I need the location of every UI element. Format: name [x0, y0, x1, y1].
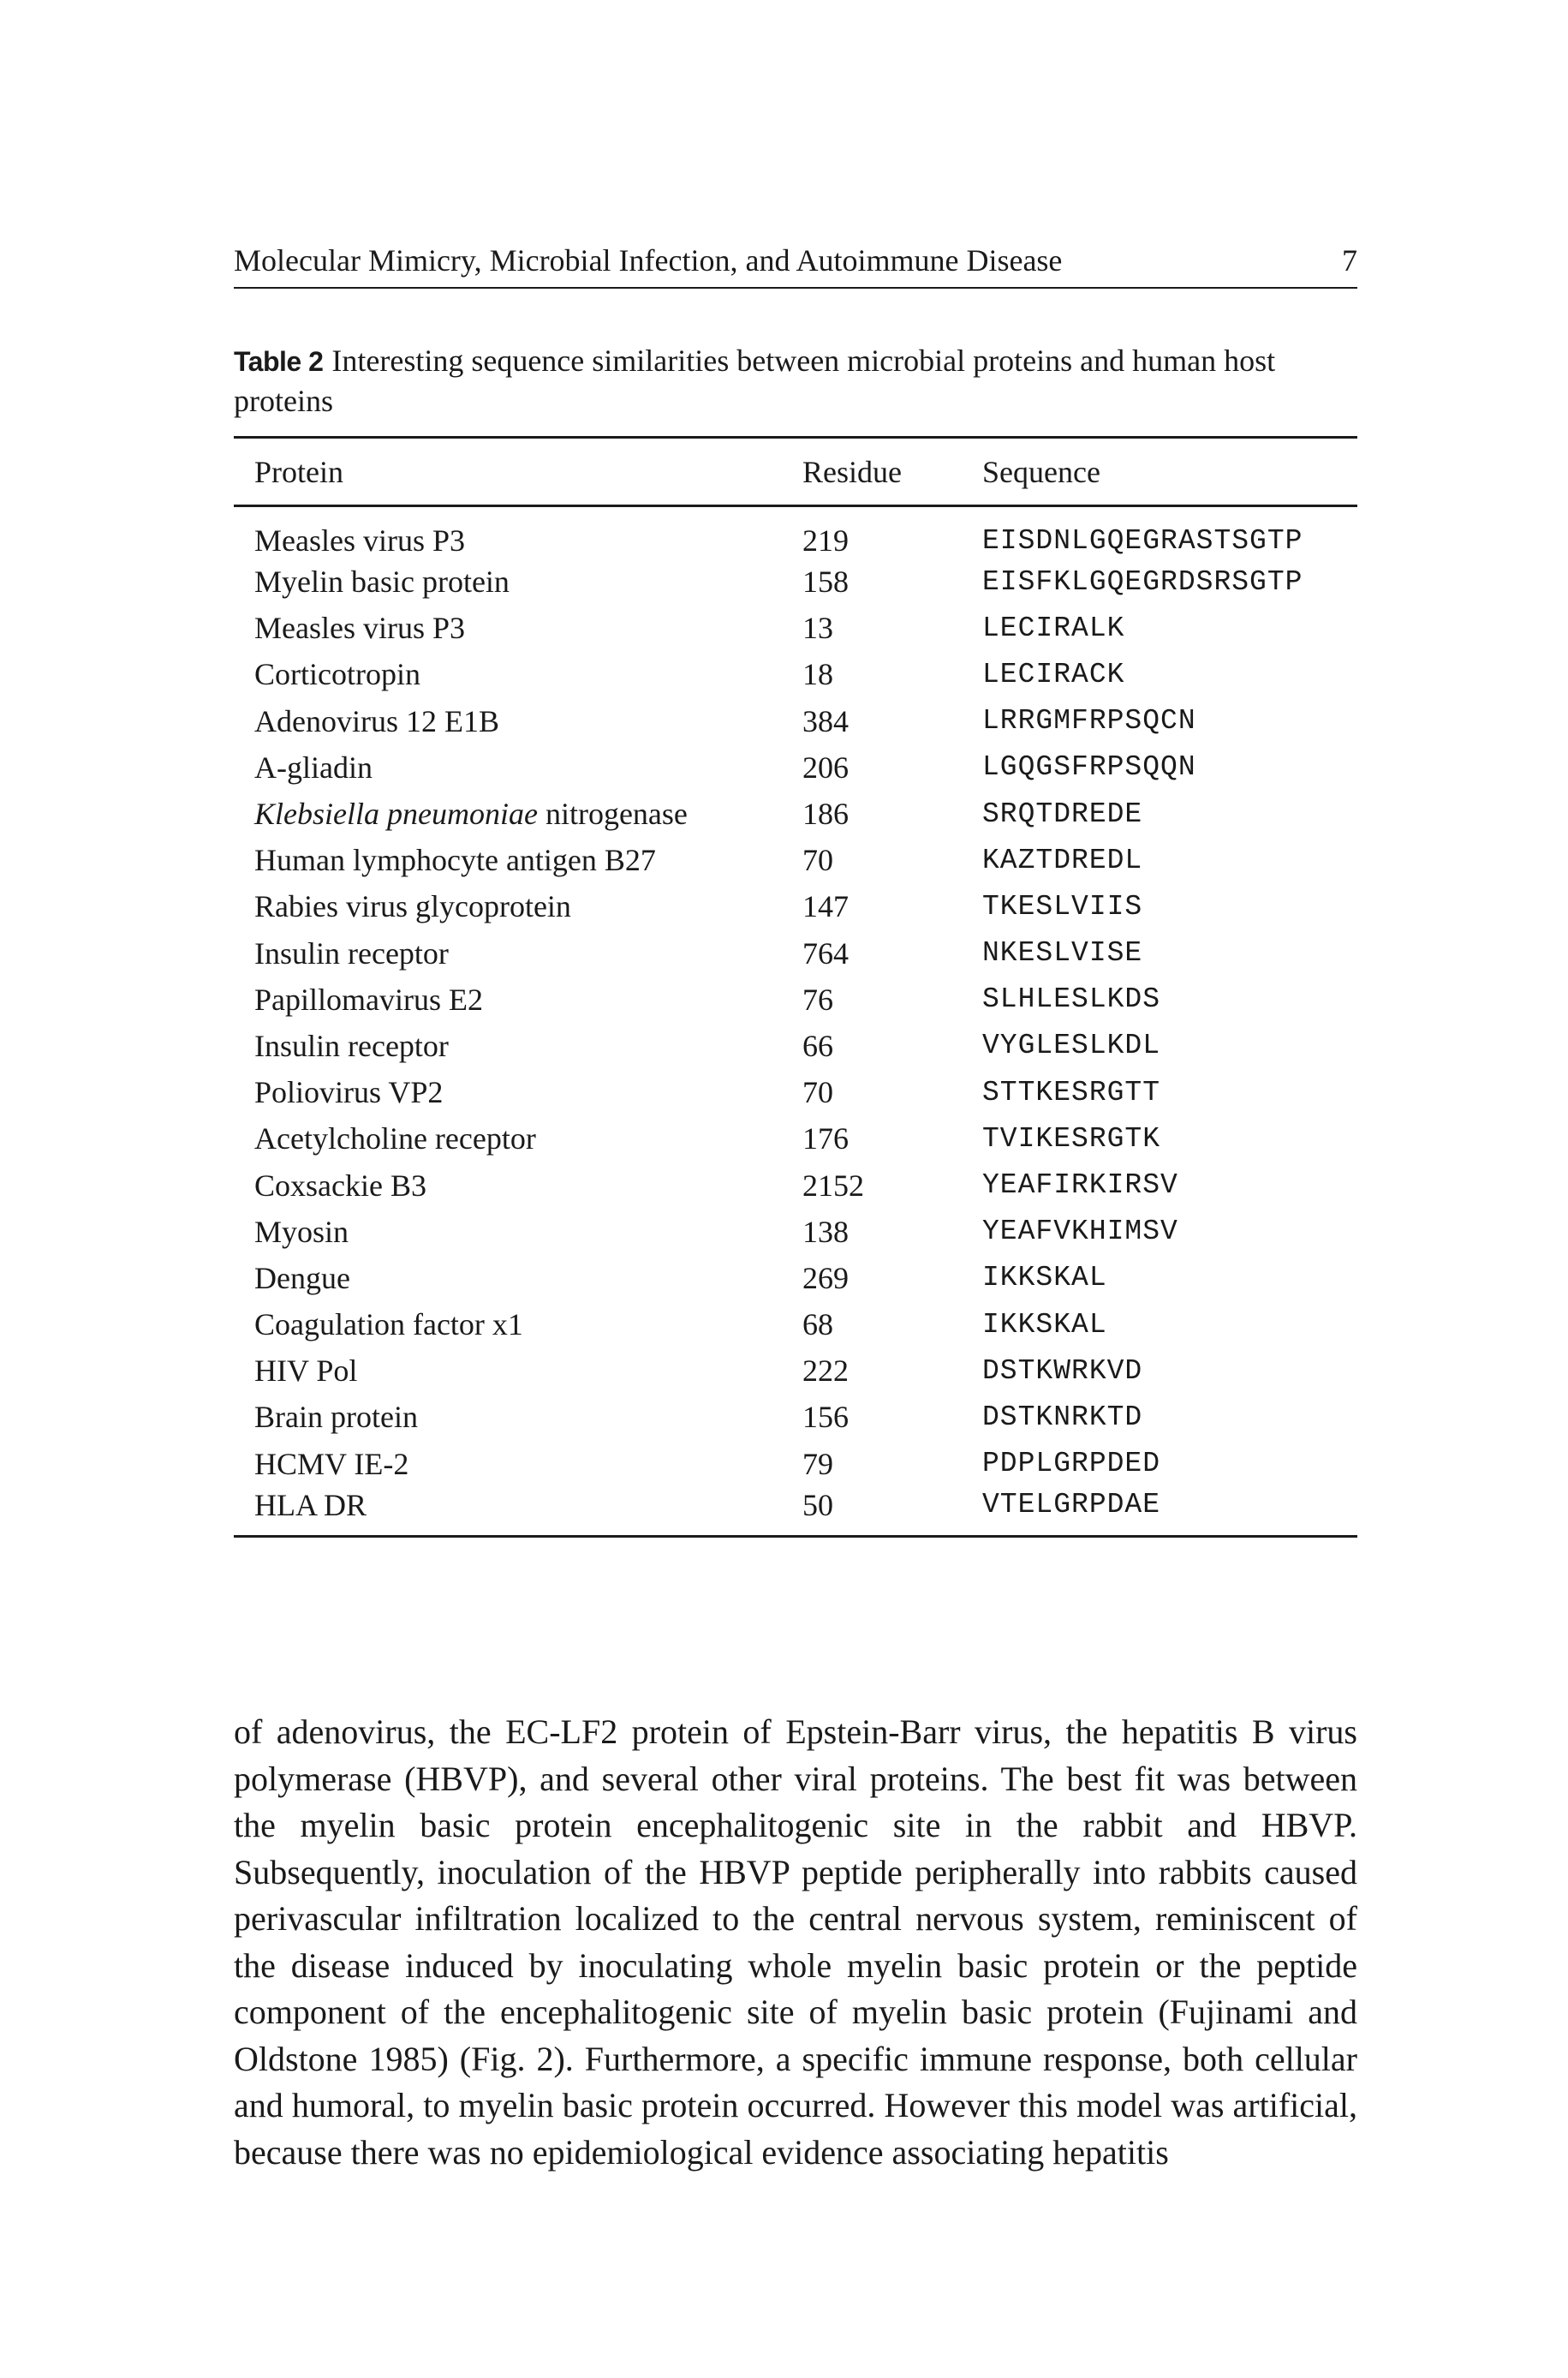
table-row — [234, 559, 1357, 605]
residue-cell: 18 — [802, 657, 833, 692]
table-row — [234, 1394, 1357, 1440]
table-row — [234, 930, 1357, 977]
sequence-cell: YEAFIRKIRSV — [982, 1169, 1178, 1202]
protein-name: Dengue — [254, 1260, 350, 1295]
table-row — [234, 1255, 1357, 1301]
table-row — [234, 506, 1357, 559]
protein-cell — [234, 1301, 802, 1347]
column-header-residue: Residue — [802, 454, 902, 489]
residue-cell: 68 — [802, 1307, 833, 1342]
residue-cell: 764 — [802, 935, 849, 971]
protein-name: HIV Pol — [254, 1353, 358, 1389]
sequence-cell: EISFKLGQEGRDSRSGTP — [982, 565, 1303, 598]
protein-name: Myelin basic protein — [254, 565, 510, 600]
residue-cell: 13 — [802, 611, 833, 646]
protein-cell — [234, 1023, 802, 1069]
table-row — [234, 1441, 1357, 1487]
table-row — [234, 1115, 1357, 1162]
sequence-cell: IKKSKAL — [982, 1308, 1107, 1341]
column-header-protein: Protein — [254, 454, 343, 489]
protein-cell — [234, 1394, 802, 1440]
sequence-cell: PDPLGRPDED — [982, 1448, 1161, 1480]
table-row — [234, 651, 1357, 697]
table-row — [234, 791, 1357, 837]
table-row — [234, 1487, 1357, 1537]
protein-cell — [234, 791, 802, 837]
protein-cell — [234, 605, 802, 651]
protein-name: HCMV IE-2 — [254, 1446, 409, 1481]
protein-name: Corticotropin — [254, 657, 420, 692]
sequence-cell: VTELGRPDAE — [982, 1489, 1161, 1521]
protein-cell — [234, 1069, 802, 1115]
protein-name: Measles virus P3 — [254, 523, 465, 558]
sequence-cell: SLHLESLKDS — [982, 983, 1161, 1016]
residue-cell: 79 — [802, 1446, 833, 1481]
residue-cell: 66 — [802, 1028, 833, 1063]
sequence-cell: SRQTDREDE — [982, 798, 1143, 830]
protein-name: A-gliadin — [254, 750, 373, 785]
sequence-cell: LECIRALK — [982, 612, 1125, 644]
table-row — [234, 1162, 1357, 1208]
protein-cell — [234, 1487, 802, 1537]
residue-cell: 158 — [802, 565, 849, 600]
protein-species-italic: Klebsiella pneumoniae — [254, 797, 538, 832]
table-row — [234, 1209, 1357, 1255]
table-row — [234, 1069, 1357, 1115]
sequence-cell: LECIRACK — [982, 658, 1125, 690]
protein-name: Myosin — [254, 1214, 349, 1249]
protein-cell — [234, 506, 802, 559]
sequence-cell: LGQGSFRPSQQN — [982, 751, 1196, 784]
protein-cell — [234, 1115, 802, 1162]
residue-cell: 186 — [802, 797, 849, 832]
residue-cell: 384 — [802, 703, 849, 738]
table-row — [234, 1301, 1357, 1347]
residue-cell: 50 — [802, 1487, 833, 1522]
protein-cell — [234, 559, 802, 605]
table-caption-text: Interesting sequence similarities between microbial proteins and human host proteins — [234, 344, 1276, 418]
sequence-cell: EISDNLGQEGRASTSGTP — [982, 524, 1303, 557]
residue-cell: 176 — [802, 1121, 849, 1156]
table-row — [234, 1023, 1357, 1069]
protein-cell — [234, 1209, 802, 1255]
table-row — [234, 977, 1357, 1023]
protein-name: Poliovirus VP2 — [254, 1075, 444, 1110]
column-header-sequence: Sequence — [982, 454, 1100, 489]
table-row — [234, 837, 1357, 883]
protein-cell — [234, 837, 802, 883]
protein-name: Brain protein — [254, 1400, 418, 1435]
running-title: Molecular Mimicry, Microbial Infection, and Autoimmune Disease — [234, 243, 1063, 278]
residue-cell: 222 — [802, 1353, 849, 1389]
protein-cell — [234, 744, 802, 791]
protein-cell — [234, 1162, 802, 1208]
protein-name: Measles virus P3 — [254, 611, 465, 646]
sequence-cell: YEAFVKHIMSV — [982, 1216, 1178, 1248]
protein-cell — [234, 698, 802, 744]
protein-name: Adenovirus 12 E1B — [254, 703, 499, 738]
table-label: Table 2 — [234, 346, 324, 377]
protein-cell — [234, 977, 802, 1023]
table-row — [234, 1347, 1357, 1394]
sequence-cell: LRRGMFRPSQCN — [982, 705, 1196, 738]
residue-cell: 219 — [802, 523, 849, 558]
protein-cell — [234, 1347, 802, 1394]
sequence-table — [234, 436, 1357, 1538]
table-header-row — [234, 438, 1357, 506]
sequence-cell: STTKESRGTT — [982, 1076, 1161, 1108]
table-row — [234, 883, 1357, 929]
sequence-cell: VYGLESLKDL — [982, 1030, 1161, 1062]
protein-name: Papillomavirus E2 — [254, 982, 483, 1017]
protein-name: HLA DR — [254, 1487, 367, 1522]
protein-name: Coxsackie B3 — [254, 1168, 426, 1203]
sequence-cell: TKESLVIIS — [982, 890, 1143, 923]
protein-cell — [234, 1441, 802, 1487]
residue-cell: 138 — [802, 1214, 849, 1249]
protein-cell — [234, 1255, 802, 1301]
residue-cell: 269 — [802, 1260, 849, 1295]
sequence-cell: DSTKNRKTD — [982, 1401, 1143, 1433]
protein-name: Human lymphocyte antigen B27 — [254, 843, 656, 878]
page-number: 7 — [1342, 243, 1357, 278]
table-row — [234, 605, 1357, 651]
protein-name: Insulin receptor — [254, 1028, 449, 1063]
residue-cell: 206 — [802, 750, 849, 785]
residue-cell: 156 — [802, 1400, 849, 1435]
protein-cell — [234, 930, 802, 977]
protein-name: Acetylcholine receptor — [254, 1121, 536, 1156]
protein-cell — [234, 883, 802, 929]
sequence-cell: IKKSKAL — [982, 1262, 1107, 1294]
protein-name: Insulin receptor — [254, 935, 449, 971]
protein-name: Rabies virus glycoprotein — [254, 889, 571, 924]
table-row — [234, 698, 1357, 744]
sequence-cell: TVIKESRGTK — [982, 1122, 1161, 1155]
protein-cell — [234, 651, 802, 697]
running-header — [234, 242, 1357, 289]
table-row — [234, 744, 1357, 791]
body-paragraph — [234, 1709, 1357, 2176]
sequence-cell: KAZTDREDL — [982, 844, 1143, 876]
residue-cell: 70 — [802, 843, 833, 878]
residue-cell: 2152 — [802, 1168, 864, 1203]
body-paragraph-text: of adenovirus, the EC-LF2 protein of Epstein-Barr virus, the hepatitis B virus polymerase (HBVP), and several other viral proteins. The best fit was between the myelin basic protein encephalitogenic site in the rabbit and HBVP. Subsequently, inoculation of the HBVP peptide peripherally into rabbits caused perivascular infiltration localized to the central nervous system, reminiscent of the disease induced by inoculating whole myelin basic protein or the peptide component of the encephalitogenic site of myelin basic protein (Fujinami and Oldstone 1985) (Fig. 2). Furthermore, a specific immune response, both cellular and humoral, to myelin basic protein occurred. However this model was artificial, because there was no epidemiological evidence associating hepatitis — [234, 1712, 1357, 2172]
sequence-cell: DSTKWRKVD — [982, 1354, 1143, 1387]
table-caption — [234, 341, 1357, 421]
residue-cell: 76 — [802, 982, 833, 1017]
protein-name: nitrogenase — [537, 797, 688, 832]
sequence-cell: NKESLVISE — [982, 937, 1143, 970]
protein-name: Coagulation factor x1 — [254, 1307, 523, 1342]
residue-cell: 70 — [802, 1075, 833, 1110]
residue-cell: 147 — [802, 889, 849, 924]
